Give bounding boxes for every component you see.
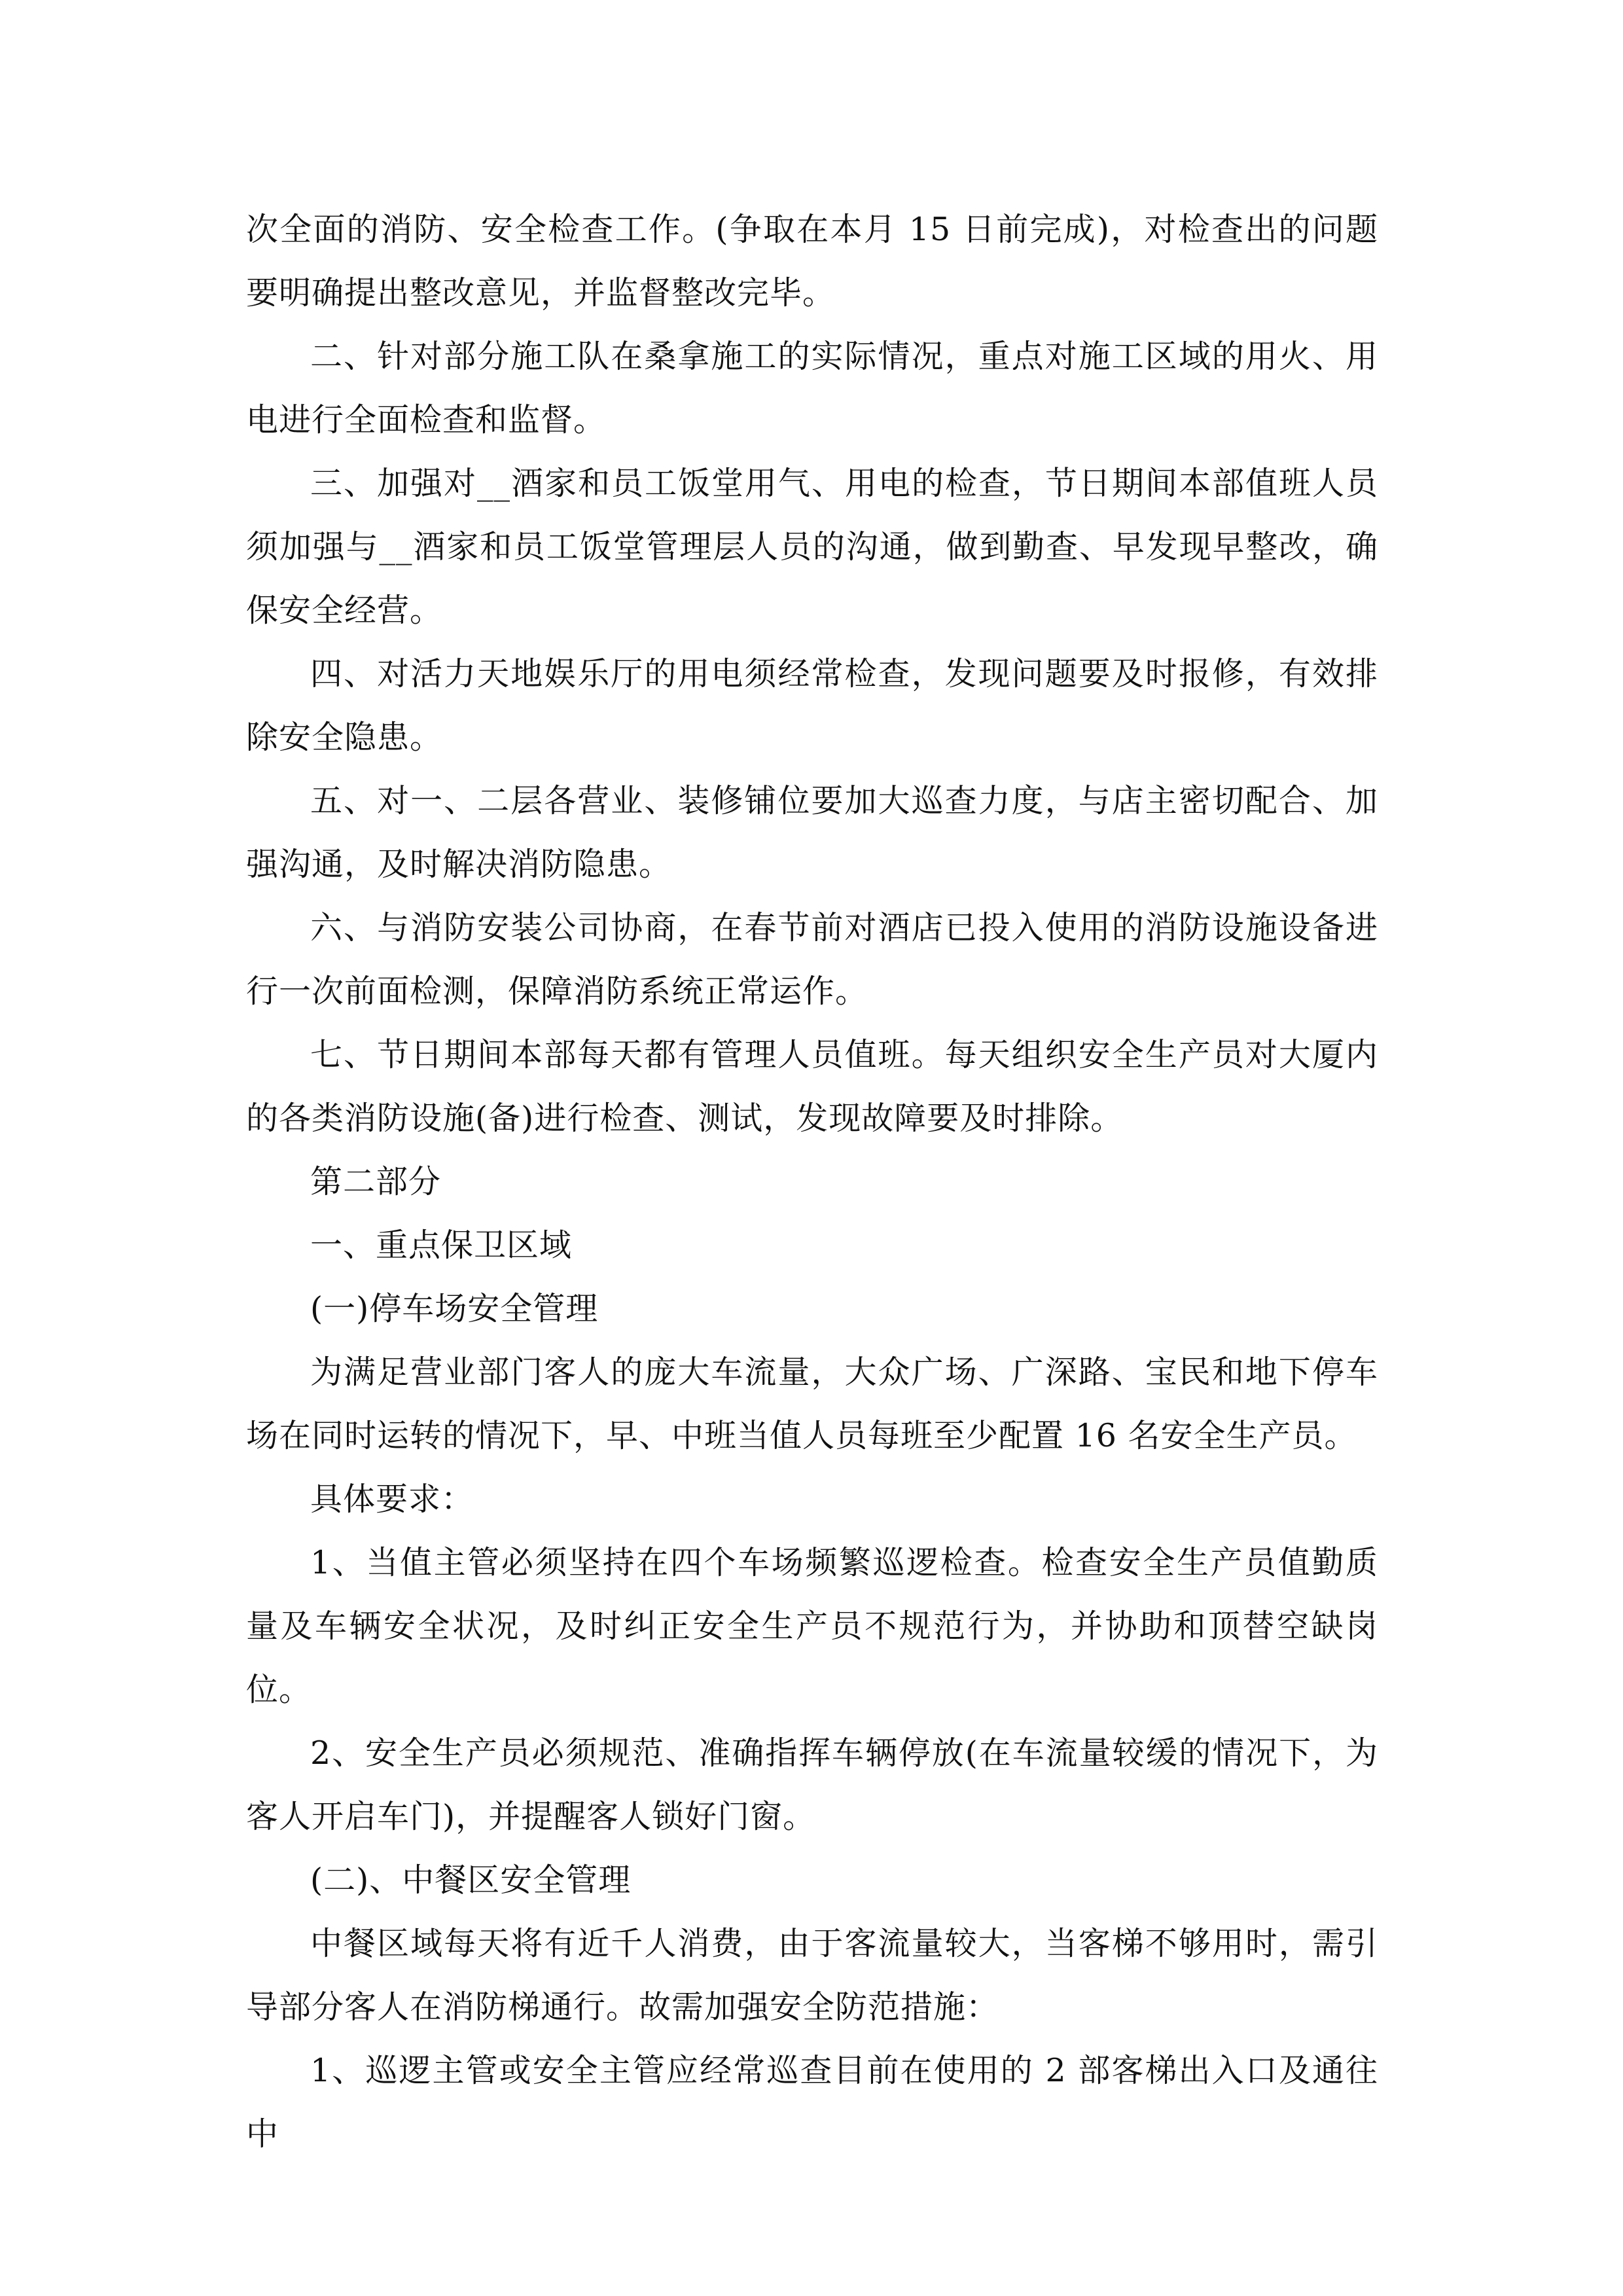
paragraph-item-7: 七、节日期间本部每天都有管理人员值班。每天组织安全生产员对大厦内的各类消防设施(备)进行检查、测试，发现故障要及时排除。 — [246, 1036, 1378, 1137]
dining-requirement-1: 1、巡逻主管或安全主管应经常巡查目前在使用的 2 部客梯出入口及通往中 — [246, 2052, 1378, 2153]
paragraph-item-3: 三、加强对__酒家和员工饭堂用气、用电的检查，节日期间本部值班人员须加强与__酒家和员工饭堂管理层人员的沟通，做到勤查、早发现早整改，确保安全经营。 — [246, 465, 1378, 629]
paragraph-item-6: 六、与消防安装公司协商，在春节前对酒店已投入使用的消防设施设备进行一次前面检测，保障消防系统正常运作。 — [246, 909, 1378, 1010]
dining-paragraph: 中餐区域每天将有近千人消费，由于客流量较大，当客梯不够用时，需引导部分客人在消防梯通行。故需加强安全防范措施： — [246, 1925, 1378, 2026]
requirement-2: 2、安全生产员必须规范、准确指挥车辆停放(在车流量较缓的情况下，为客人开启车门)，并提醒客人锁好门窗。 — [246, 1734, 1378, 1835]
parking-heading: (一)停车场安全管理 — [310, 1290, 599, 1327]
parking-paragraph: 为满足营业部门客人的庞大车流量，大众广场、广深路、宝民和地下停车场在同时运转的情况下，早、中班当值人员每班至少配置 16 名安全生产员。 — [246, 1354, 1378, 1454]
paragraph-item-2: 二、针对部分施工队在桑拿施工的实际情况，重点对施工区域的用火、用电进行全面检查和监督。 — [246, 338, 1378, 439]
requirements-label: 具体要求： — [310, 1480, 474, 1518]
paragraph-item-4: 四、对活力天地娱乐厅的用电须经常检查，发现问题要及时报修，有效排除安全隐患。 — [246, 655, 1378, 756]
requirement-1: 1、当值主管必须坚持在四个车场频繁巡逻检查。检查安全生产员值勤质量及车辆安全状况，及时纠正安全生产员不规范行为，并协助和顶替空缺岗位。 — [246, 1544, 1378, 1708]
paragraph-continuation: 次全面的消防、安全检查工作。(争取在本月 15 日前完成)，对检查出的问题要明确提出整改意见，并监督整改完毕。 — [246, 211, 1378, 312]
document-body — [246, 198, 1378, 2166]
paragraph-item-5: 五、对一、二层各营业、装修铺位要加大巡查力度，与店主密切配合、加强沟通，及时解决消防隐患。 — [246, 782, 1378, 883]
section-heading: 第二部分 — [310, 1163, 442, 1200]
dining-heading: (二)、中餐区安全管理 — [310, 1861, 632, 1899]
subsection-heading: 一、重点保卫区域 — [310, 1227, 573, 1264]
